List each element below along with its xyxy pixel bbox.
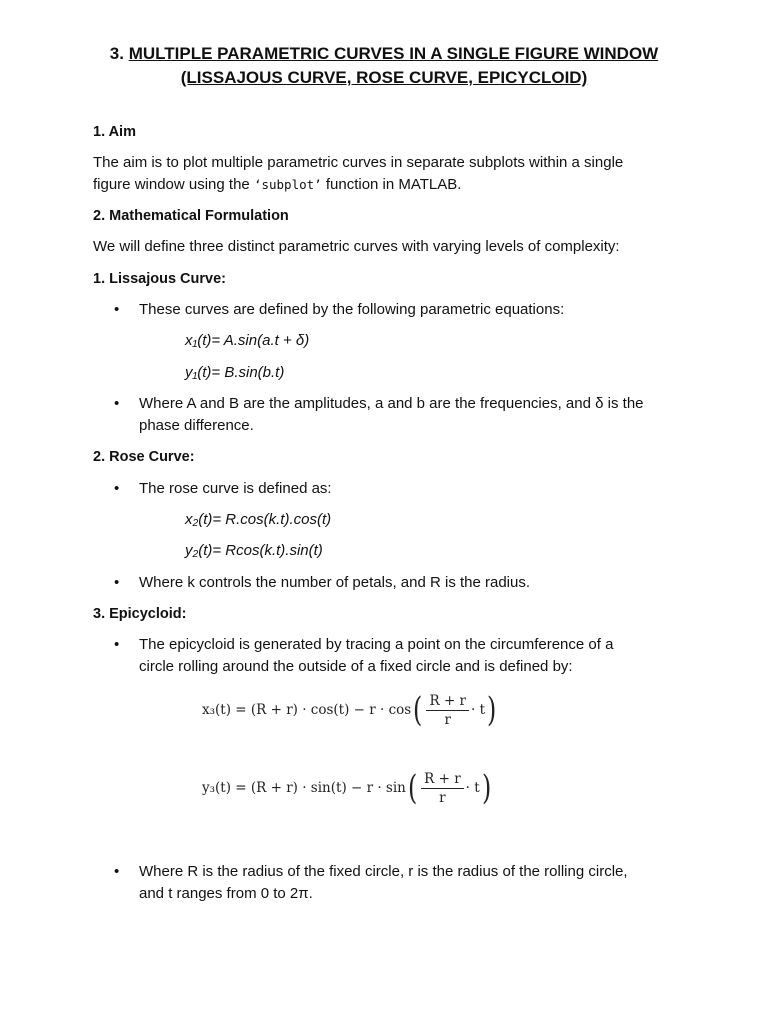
epicycloid-bullet-1-line-1: The epicycloid is generated by tracing a point on the circumference of a (139, 636, 614, 653)
lissajous-bullet-2-line-2: phase difference. (139, 417, 254, 434)
lissajous-heading: 1. Lissajous Curve: (93, 271, 226, 287)
subplot-code: ‘subplot’ (253, 177, 322, 192)
epicycloid-eq-x (202, 690, 498, 730)
lissajous-bullet-2-line-1: Where A and B are the amplitudes, a and b are the frequencies, and δ is the (139, 395, 644, 412)
left-paren: ( (407, 768, 418, 808)
bullet-marker: • (114, 574, 120, 591)
formulation-heading: 2. Mathematical Formulation (93, 208, 289, 224)
fraction (421, 772, 464, 805)
rose-bullet-1: The rose curve is defined as: (139, 480, 332, 497)
aim-text-line-1: The aim is to plot multiple parametric curves in separate subplots within a single (93, 154, 624, 171)
bullet-marker: • (114, 301, 120, 318)
title-line-2 (0, 67, 768, 89)
aim-text-post: function in MATLAB. (321, 176, 462, 193)
aim-heading: 1. Aim (93, 124, 136, 140)
bullet-marker: • (114, 395, 120, 412)
rose-heading: 2. Rose Curve: (93, 449, 195, 465)
lissajous-eq-x: x₁(t)= A.sin(a.t + δ) (185, 332, 310, 349)
epicycloid-bullet-2-line-1: Where R is the radius of the fixed circle, r is the radius of the rolling circle, (139, 863, 628, 880)
title-main: MULTIPLE PARAMETRIC CURVES IN A SINGLE FIGURE WINDOW (128, 44, 659, 63)
fraction-numerator: R + r (421, 772, 464, 789)
right-paren: ) (487, 690, 497, 730)
eq-y-lhs: y₃(t) = (R + r) · sin(t) − r · sin (202, 780, 406, 796)
title-number: 3. (109, 44, 124, 63)
title-line-1 (0, 43, 768, 65)
epicycloid-eq-y (202, 768, 493, 808)
right-paren: ) (481, 768, 491, 808)
fraction-tail: · t (465, 780, 480, 796)
lissajous-eq-y: y₁(t)= B.sin(b.t) (185, 364, 285, 381)
epicycloid-bullet-1-line-2: circle rolling around the outside of a fixed circle and is defined by: (139, 658, 573, 675)
bullet-marker: • (114, 636, 120, 653)
fraction (426, 694, 469, 727)
formulation-intro: We will define three distinct parametric curves with varying levels of complexity: (93, 238, 620, 255)
fraction-numerator: R + r (426, 694, 469, 711)
epicycloid-bullet-2-line-2: and t ranges from 0 to 2π. (139, 885, 313, 902)
aim-text-line-2 (93, 174, 693, 196)
bullet-marker: • (114, 480, 120, 497)
left-paren: ( (413, 690, 423, 730)
title-subtitle: (LISSAJOUS CURVE, ROSE CURVE, EPICYCLOID) (180, 68, 588, 87)
aim-text-pre: figure window using the (93, 176, 254, 193)
bullet-marker: • (114, 863, 120, 880)
rose-eq-x: x₂(t)= R.cos(k.t).cos(t) (185, 511, 332, 528)
eq-x-lhs: x₃(t) = (R + r) · cos(t) − r · cos (202, 702, 412, 718)
fraction-denominator: r (439, 789, 446, 806)
lissajous-bullet-1: These curves are defined by the following parametric equations: (139, 301, 565, 318)
epicycloid-heading: 3. Epicycloid: (93, 606, 187, 622)
rose-eq-y: y₂(t)= Rcos(k.t).sin(t) (185, 542, 323, 559)
fraction-tail: · t (471, 702, 486, 718)
rose-bullet-2: Where k controls the number of petals, and R is the radius. (139, 574, 531, 591)
fraction-denominator: r (444, 711, 451, 728)
